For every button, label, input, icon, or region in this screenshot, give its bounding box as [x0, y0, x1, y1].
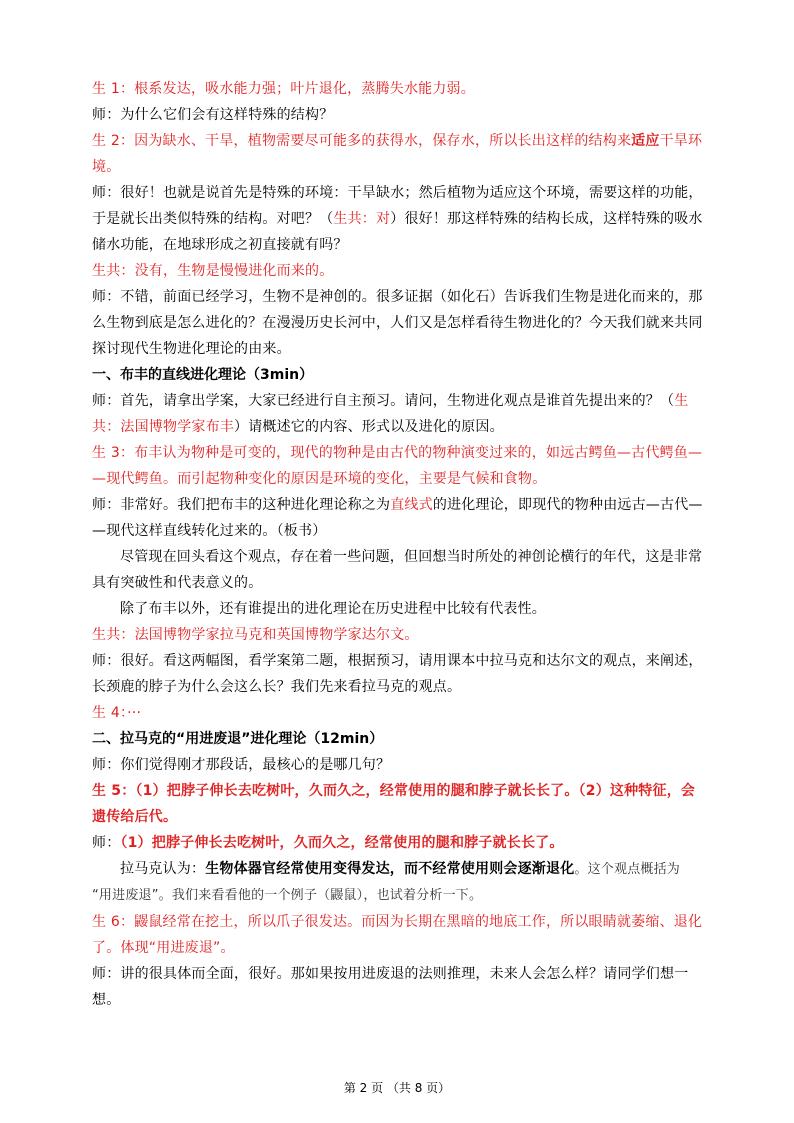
document-body: [92, 76, 703, 1013]
student-line: 生共：没有，生物是慢慢进化而来的。: [92, 263, 334, 279]
section-heading: 二、拉马克的“用进废退”进化理论（12min）: [92, 731, 384, 747]
paragraph: 除了布丰以外，还有谁提出的进化理论在历史进程中比较有代表性。: [120, 601, 546, 617]
teacher-line-cont: 想。: [92, 992, 121, 1008]
teacher-line: 师：首先，请拿出学案，大家已经进行自主预习。请问，生物进化观点是谁首先提出来的？（生: [92, 393, 689, 409]
paragraph-cont: “用进废退”。我们来看看他的一个例子（鼹鼠），也试着分析一下。: [92, 888, 483, 903]
teacher-line: 师：（1）把脖子伸长去吃树叶，久而久之，经常使用的腿和脖子就长长了。: [92, 835, 564, 851]
student-line: 生 5：（1）把脖子伸长去吃树叶，久而久之，经常使用的腿和脖子就长长了。（2）这种特征，会: [92, 783, 696, 799]
teacher-line-cont: —现代这样直线转化过来的。（板书）: [92, 523, 327, 539]
teacher-line: 师：非常好。我们把布丰的这种进化理论称之为直线式的进化理论，即现代的物种由远古—古代—: [92, 497, 703, 513]
student-line: 生 1：根系发达，吸水能力强；叶片退化，蒸腾失水能力弱。: [92, 81, 475, 97]
teacher-line-cont: 探讨现代生物进化理论的由来。: [92, 341, 291, 357]
student-line-cont: —现代鳄鱼。而引起物种变化的原因是环境的变化，主要是气候和食物。: [92, 471, 547, 487]
teacher-line-cont: 储水功能，在地球形成之初直接就有吗？: [92, 237, 348, 253]
student-line: 生 3：布丰认为物种是可变的，现代的物种是由古代的物种演变过来的，如远古鳄鱼—古代鳄鱼—: [92, 445, 703, 461]
student-line: 生 6：鼹鼠经常在挖土，所以爪子很发达。而因为长期在黑暗的地底工作，所以眼睛就萎缩、退化: [92, 914, 703, 930]
teacher-line: 师：你们觉得刚才那段话，最核心的是哪几句？: [92, 757, 391, 773]
teacher-line-cont: 于是就长出类似特殊的结构。对吧？（生共：对）很好！那这样特殊的结构长成，这样特殊的吸水: [92, 211, 703, 227]
student-line-cont: 遗传给后代。: [92, 809, 178, 825]
student-line: 生共：法国博物学家拉马克和英国博物学家达尔文。: [92, 627, 419, 643]
teacher-line: 师：很好。看这两幅图，看学案第二题，根据预习，请用课本中拉马克和达尔文的观点，来阐述，: [92, 653, 703, 669]
section-heading: 一、布丰的直线进化理论（3min）: [92, 367, 314, 383]
paragraph: 拉马克认为：生物体器官经常使用变得发达，而不经常使用则会逐渐退化。这个观点概括为: [120, 861, 681, 877]
teacher-line: 师：讲的很具体而全面，很好。那如果按用进废退的法则推理，未来人会怎么样？请同学们想一: [92, 966, 689, 982]
paragraph: 尽管现在回头看这个观点，存在着一些问题，但回想当时所处的神创论横行的年代，这是非常: [120, 549, 703, 565]
page-footer: 第 2 页 （共 8 页）: [343, 1081, 451, 1095]
teacher-line: 师：不错，前面已经学习，生物不是神创的。很多证据（如化石）告诉我们生物是进化而来的，那: [92, 289, 703, 305]
teacher-line-cont: 么生物到底是怎么进化的？在漫漫历史长河中，人们又是怎样看待生物进化的？今天我们就来共同: [92, 315, 703, 331]
teacher-line-cont: 共：法国博物学家布丰）请概述它的内容、形式以及进化的原因。: [92, 419, 504, 435]
student-line: 生 4：···: [92, 705, 142, 721]
teacher-line-cont: 长颈鹿的脖子为什么会这么长？我们先来看拉马克的观点。: [92, 679, 462, 695]
student-line: 生 2：因为缺水、干旱，植物需要尽可能多的获得水，保存水，所以长出这样的结构来适应干旱环: [92, 133, 703, 149]
paragraph-cont: 具有突破性和代表意义的。: [92, 575, 263, 591]
student-line-cont: 境。: [92, 159, 121, 175]
student-line-cont: 了。体现“用进废退”。: [92, 940, 235, 956]
teacher-line: 师：很好！也就是说首先是特殊的环境：干旱缺水；然后植物为适应这个环境，需要这样的功能，: [92, 185, 703, 201]
teacher-line: 师：为什么它们会有这样特殊的结构？: [92, 107, 334, 123]
